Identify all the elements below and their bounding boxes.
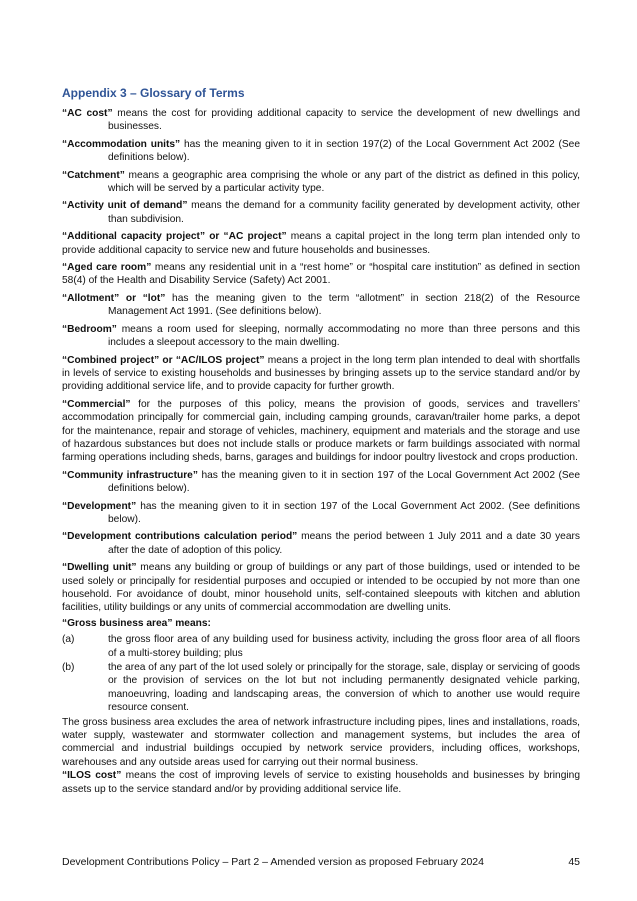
definition: has the meaning given to it in section 197 of the Local Government Act 2002 (See definitions below).: [108, 469, 580, 495]
footer-title: Development Contributions Policy – Part 2 – Amended version as proposed February 2024: [62, 856, 484, 868]
glossary-entry-accommodation-units: [62, 138, 580, 165]
glossary-entry-bedroom: [62, 323, 580, 350]
glossary-entry-activity-unit: [62, 199, 580, 226]
definition: means a project in the long term plan intended to deal with shortfalls in levels of service to existing households and businesses by bringing assets up to the service standard and/or by providing additional service life, and to provide capacity for further growth.: [62, 354, 580, 393]
definition: means the period between 1 July 2011 and a date 30 years after the date of adoption of this policy.: [108, 531, 580, 556]
term: “Additional capacity project” or “AC project”: [62, 231, 287, 243]
definition: for the purposes of this policy, means the provision of goods, services and travellers’ accommodation principally for commercial gain, including camping grounds, caravan/trailer home parks, a depot for the maintenance, repair and storage of vehicles, machinery, equipment and materials and the storage and use of hazardous substances but does not include stalls or produce markets or farm buildings associated with normal farming operations including sheds, barns, garages and buildings for indoor poultry livestock and crops production.: [62, 398, 580, 464]
glossary-entry-allotment: [62, 292, 580, 319]
page-footer: [62, 856, 580, 868]
glossary-entry-commercial: [62, 398, 580, 465]
definition: has the meaning given to it in section 197 of the Local Government Act 2002. (See definitions below).: [108, 500, 580, 525]
term: “Aged care room”: [62, 262, 152, 274]
term: “Combined project” or “AC/ILOS project”: [62, 354, 265, 366]
item-text: the area of any part of the lot used solely or principally for the storage, sale, display or servicing of goods or the provision of services on the lot but not including permanently designated vehicle parking, manoeuvring, loading and landscaping areas, the conversion of which to another use would require resource consent.: [108, 662, 580, 714]
glossary-entry-community-infrastructure: [62, 469, 580, 496]
term: “Catchment”: [62, 169, 125, 181]
definition: means a geographic area comprising the whole or any part of the district as defined in this policy, which will be served by a particular activity type.: [108, 169, 580, 195]
item-label: (a): [62, 634, 75, 646]
item-label: (b): [62, 662, 75, 674]
term: “Bedroom”: [62, 323, 117, 335]
glossary-entry-aged-care-room: [62, 261, 580, 288]
definition: means a capital project in the long term plan intended only to provide additional capacity to service new and future households and businesses.: [62, 231, 580, 256]
glossary-entry-ac-cost: [62, 107, 580, 134]
glossary-entry-dwelling-unit: [62, 561, 580, 615]
term: “Commercial”: [62, 398, 131, 410]
definition: means a room used for sleeping, normally accommodating no more than three persons and this includes a sleepout accessory to the main dwelling.: [108, 323, 580, 349]
gba-paragraph: The gross business area excludes the area of network infrastructure including pipes, lines and installations, roads, water supply, wastewater and stormwater collection and management systems, but includes the area of commercial and industrial buildings occupied by network service providers, including offices, workshops, warehouses and any outside areas used for carrying out their normal business.: [62, 716, 580, 768]
gross-business-area-heading: “Gross business area” means:: [62, 617, 211, 629]
glossary-entry-ac-project: [62, 230, 580, 257]
definition: has the meaning given to it in section 197(2) of the Local Government Act 2002 (See definitions below).: [108, 138, 580, 164]
term: “Community infrastructure”: [62, 469, 198, 481]
term: “ILOS cost”: [62, 770, 122, 782]
page-heading: Appendix 3 – Glossary of Terms: [62, 86, 245, 100]
definition: means the cost of improving levels of service to existing households and businesses by bringing assets up to the service standard and/or by providing additional service life.: [62, 770, 580, 795]
term: “Activity unit of demand”: [62, 200, 188, 212]
definition: means the cost for providing additional capacity to service the development of new dwellings and businesses.: [108, 108, 580, 133]
term: “Development”: [62, 500, 137, 512]
item-text: the gross floor area of any building used for business activity, including the gross floor area of all floors of a multi-storey building; plus: [108, 634, 580, 659]
definition: means any residential unit in a “rest home” or “hospital care institution” as defined in section 58(4) of the Health and Disability Service (Safety) Act 2001.: [62, 262, 580, 287]
term: “Development contributions calculation period”: [62, 531, 298, 543]
page-number: 45: [568, 856, 580, 868]
document-page: [62, 86, 580, 800]
gba-item-a: [62, 633, 580, 660]
definition: means any building or group of buildings or any part of those buildings, used or intended to be used solely or principally for residential purposes and occupied or intended to be occupied by not more than one household. For avoidance of doubt, minor household units, self-contained sleepouts with kitchen and ablution facilities, utility buildings or any units of commercial accommodation are dwelling units.: [62, 562, 580, 614]
gba-item-b: [62, 661, 580, 715]
definition: has the meaning given to the term “allotment” in section 218(2) of the Resource Management Act 1991. (See definitions below).: [108, 292, 580, 318]
glossary-entry-catchment: [62, 169, 580, 196]
term: “Dwelling unit”: [62, 562, 137, 574]
glossary-entry-calculation-period: [62, 530, 580, 557]
term: “Allotment” or “lot”: [62, 292, 166, 304]
term: “AC cost”: [62, 108, 113, 119]
definition: means the demand for a community facility generated by development activity, other than subdivision.: [108, 200, 580, 225]
glossary-entry-combined-project: [62, 354, 580, 394]
term: “Accommodation units”: [62, 138, 181, 150]
glossary-entry-development: [62, 500, 580, 527]
glossary-entry-ilos-cost: [62, 769, 580, 796]
